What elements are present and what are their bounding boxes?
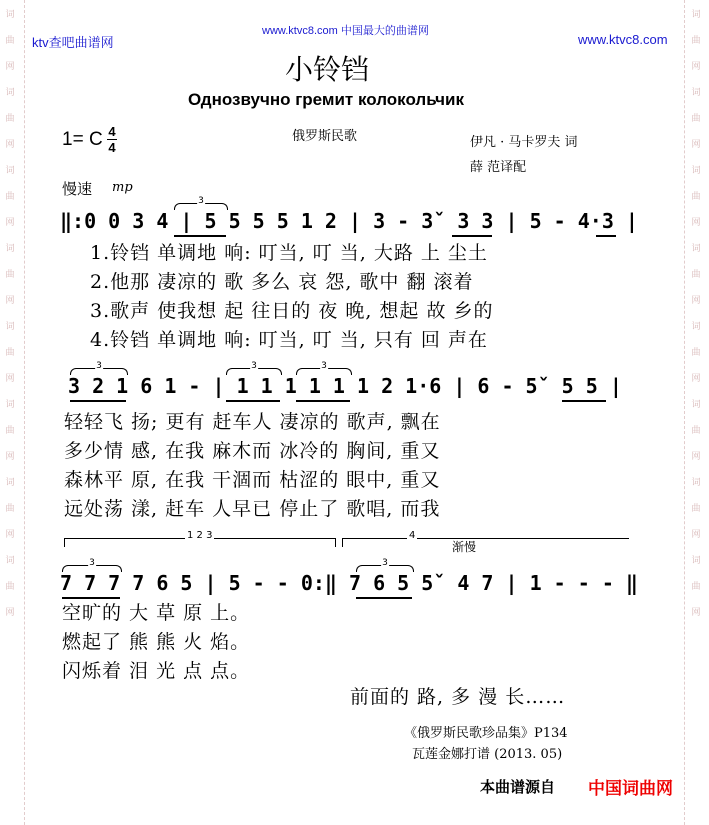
side-watermark-char: 网: [691, 140, 701, 150]
source-site-link[interactable]: 中国词曲网: [588, 779, 673, 798]
triplet-bracket: 3: [296, 368, 352, 375]
side-watermark-char: 曲: [5, 114, 15, 124]
volta-1-label: 1 2 3: [187, 530, 213, 541]
verse-1-line-2: 轻轻飞 扬; 更有 赶车人 凄凉的 歌声, 飘在: [64, 411, 441, 433]
triplet-bracket: 3: [356, 565, 414, 572]
verse-1-line-1: 1.铃铛 单调地 响: 叮当, 叮 当, 大路 上 尘土: [90, 242, 488, 264]
beam-line: [174, 235, 226, 237]
song-title: 小铃铛: [285, 53, 370, 86]
triplet-bracket: 3: [62, 565, 122, 572]
side-watermark-char: 网: [691, 530, 701, 540]
side-watermark-char: 网: [691, 218, 701, 228]
side-watermark-char: 网: [691, 608, 701, 618]
side-watermark-char: 网: [691, 62, 701, 72]
side-watermark-char: 曲: [691, 582, 701, 592]
side-watermark-char: 词: [5, 244, 15, 254]
side-watermark-char: 词: [691, 166, 701, 176]
side-watermark-char: 词: [5, 478, 15, 488]
side-watermark-char: 曲: [691, 270, 701, 280]
beam-line: [356, 597, 412, 599]
side-watermark-char: 曲: [5, 426, 15, 436]
verse-4-line-2: 远处荡 漾, 赶车 人早已 停止了 歌唱, 而我: [64, 498, 441, 520]
triplet-bracket: 3: [226, 368, 282, 375]
song-subtitle: Однозвучно гремит колокольчик: [188, 90, 465, 109]
time-signature: [107, 125, 117, 154]
verse-3-line-1: 3.歌声 使我想 起 往日的 夜 晚, 想起 故 乡的: [90, 300, 494, 322]
ritardando-marking: 渐慢: [452, 540, 477, 554]
side-watermark-char: 网: [5, 374, 15, 384]
header-site-right[interactable]: www.ktvc8.com: [578, 32, 668, 47]
side-watermark-char: 网: [5, 140, 15, 150]
side-watermark-char: 网: [5, 452, 15, 462]
side-watermark-char: 词: [5, 10, 15, 20]
key-signature: 1= C: [62, 129, 103, 150]
right-page-edge: [684, 0, 685, 825]
side-watermark-char: 词: [5, 400, 15, 410]
side-watermark-char: 曲: [5, 348, 15, 358]
header-site-left[interactable]: ktv查吧曲谱网: [32, 35, 114, 50]
tempo-marking: 慢速: [62, 180, 93, 198]
side-watermark-char: 曲: [691, 426, 701, 436]
side-watermark-char: 词: [691, 244, 701, 254]
volta-bracket-2: [342, 530, 629, 547]
verse-3-line-3: 闪烁着 泪 光 点 点。: [62, 660, 251, 682]
side-watermark-char: 词: [691, 10, 701, 20]
beam-line: [452, 235, 492, 237]
side-watermark-char: 曲: [5, 582, 15, 592]
side-watermark-char: 网: [691, 374, 701, 384]
time-signature-top: 4: [108, 124, 116, 139]
beam-line: [596, 235, 616, 237]
genre-label: 俄罗斯民歌: [292, 129, 358, 144]
left-watermark-column: [3, 10, 17, 634]
time-signature-bottom: 4: [108, 140, 116, 155]
side-watermark-char: 曲: [5, 270, 15, 280]
triplet-bracket: 3: [174, 203, 228, 210]
side-watermark-char: 曲: [691, 192, 701, 202]
notation-line-3: 7 7 7 7 6 5 | 5 - - 0:‖ 7 6 5 5ˇ 4 7 | 1 - - - ‖: [60, 571, 638, 595]
verse-1-line-3: 空旷的 大 草 原 上。: [62, 602, 251, 624]
volta-bracket-1: [64, 530, 336, 547]
arranger-credit: 薛 范译配: [470, 160, 527, 175]
beam-line: [70, 400, 126, 402]
beam-line: [296, 400, 350, 402]
side-watermark-char: 网: [5, 62, 15, 72]
verse-2-line-3: 燃起了 熊 熊 火 焰。: [62, 631, 251, 653]
side-watermark-char: 曲: [5, 36, 15, 46]
side-watermark-char: 词: [691, 400, 701, 410]
beam-line: [562, 400, 606, 402]
side-watermark-char: 网: [691, 296, 701, 306]
typeset-credit: 瓦莲金娜打谱 (2013. 05): [412, 747, 563, 762]
side-watermark-char: 网: [5, 218, 15, 228]
verse-4-line-1: 4.铃铛 单调地 响: 叮当, 叮 当, 只有 回 声在: [90, 329, 488, 351]
side-watermark-char: 曲: [691, 36, 701, 46]
triplet-bracket: 3: [70, 368, 128, 375]
dynamic-marking: mp: [112, 180, 133, 195]
side-watermark-char: 曲: [691, 114, 701, 124]
verse-2-line-1: 2.他那 凄凉的 歌 多么 哀 怨, 歌中 翻 滚着: [90, 271, 474, 293]
beam-line: [226, 400, 280, 402]
volta-2-label: 4: [409, 530, 416, 541]
verse-2-line-2: 多少情 感, 在我 麻木而 冰冷的 胸间, 重又: [64, 440, 441, 462]
side-watermark-char: 词: [5, 88, 15, 98]
lyricist-credit: 伊凡 · 马卡罗夫 词: [470, 135, 578, 150]
source-label: 本曲谱源自: [480, 779, 556, 796]
verse-3-line-2: 森林平 原, 在我 干涸而 枯涩的 眼中, 重又: [64, 469, 441, 491]
side-watermark-char: 曲: [5, 192, 15, 202]
side-watermark-char: 网: [5, 296, 15, 306]
side-watermark-char: 曲: [5, 504, 15, 514]
left-page-edge: [24, 0, 25, 825]
side-watermark-char: 曲: [691, 348, 701, 358]
side-watermark-char: 词: [691, 88, 701, 98]
side-watermark-char: 词: [5, 322, 15, 332]
final-verse-line: 前面的 路, 多 漫 长……: [350, 686, 566, 708]
notation-line-2: 3 2 1 6 1 - | 1 1 1 1 1 1 2 1·6 | 6 - 5ˇ 5 5 |: [68, 374, 622, 398]
side-watermark-char: 网: [691, 452, 701, 462]
side-watermark-char: 词: [691, 556, 701, 566]
side-watermark-char: 网: [5, 530, 15, 540]
header-site-center[interactable]: www.ktvc8.com 中国最大的曲谱网: [262, 25, 429, 37]
notation-line-1: ‖:0 0 3 4 | 5 5 5 5 1 2 | 3 - 3ˇ 3 3 | 5 - 4·3 |: [60, 209, 638, 233]
side-watermark-char: 词: [5, 556, 15, 566]
side-watermark-char: 曲: [691, 504, 701, 514]
side-watermark-char: 词: [5, 166, 15, 176]
side-watermark-char: 词: [691, 322, 701, 332]
right-watermark-column: [689, 10, 703, 634]
book-reference: 《俄罗斯民歌珍品集》P134: [404, 726, 568, 741]
side-watermark-char: 词: [691, 478, 701, 488]
side-watermark-char: 网: [5, 608, 15, 618]
